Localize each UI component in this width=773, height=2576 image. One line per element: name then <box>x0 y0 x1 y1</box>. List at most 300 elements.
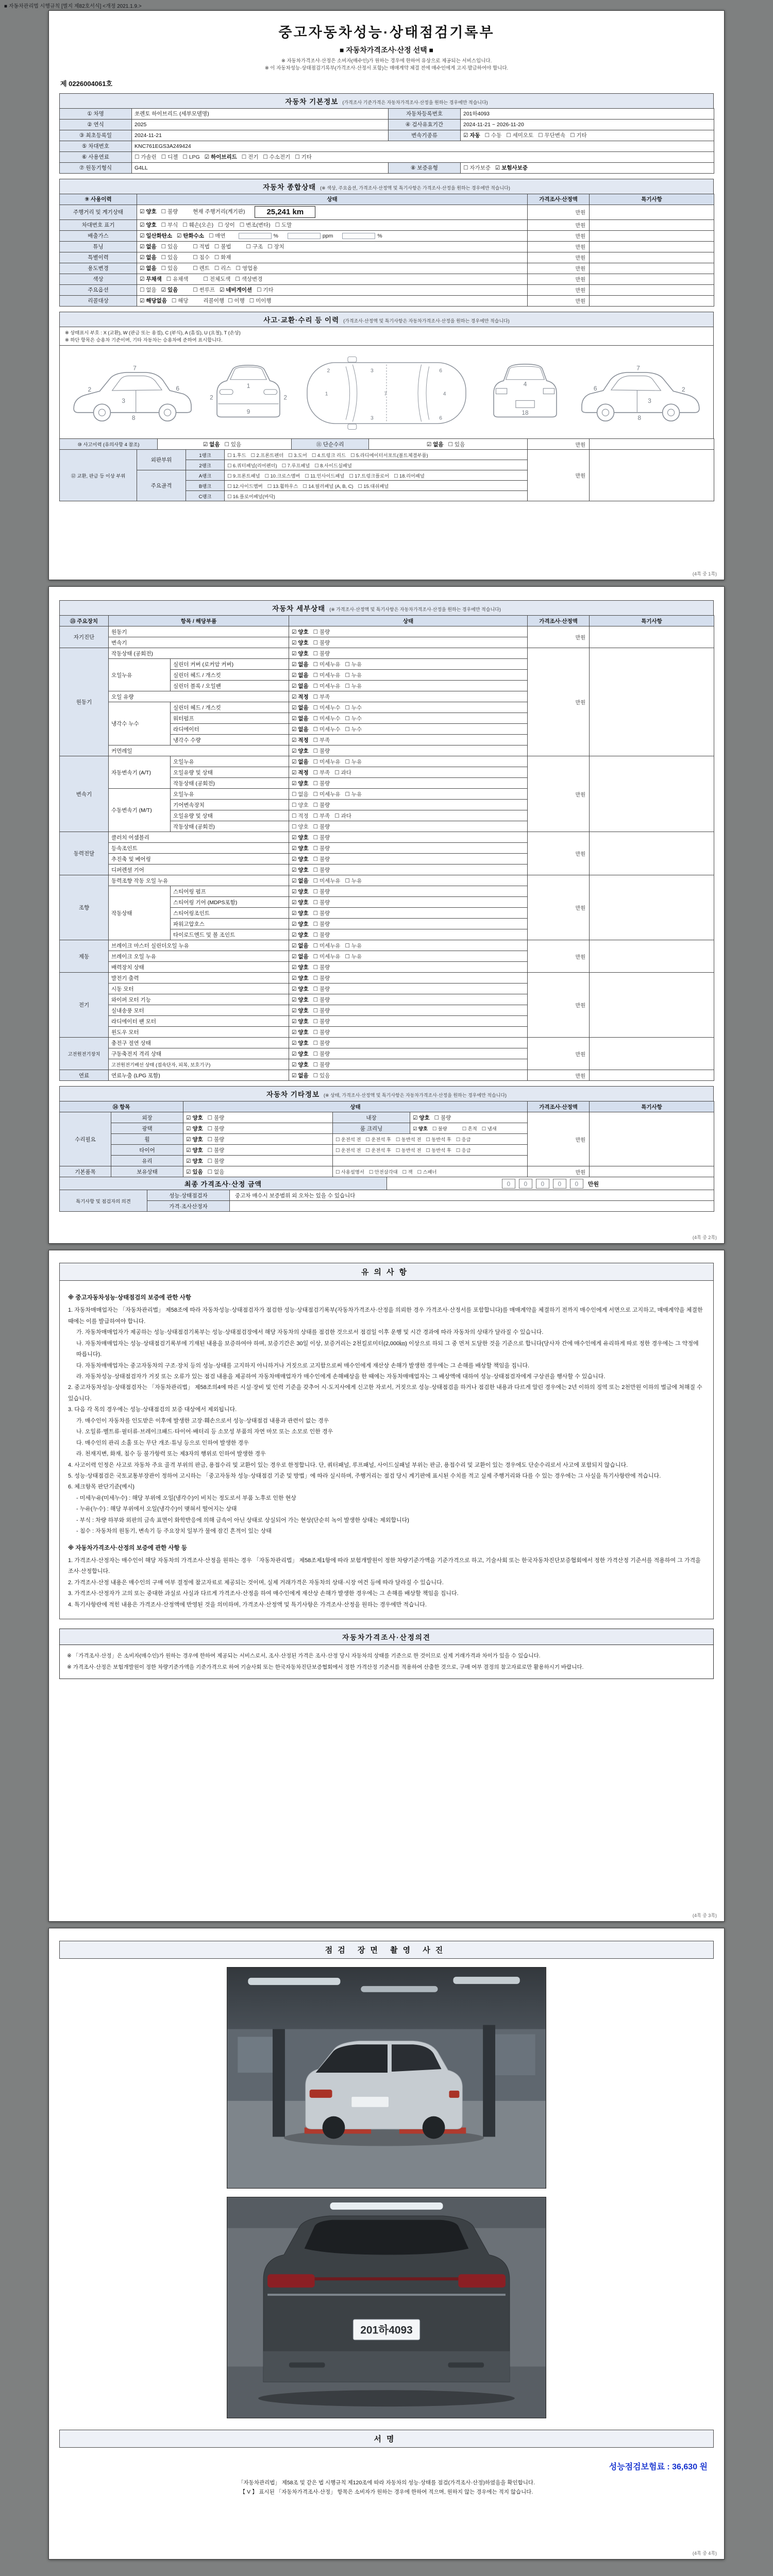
checkbox-unchecked[interactable]: ☐ 구조 <box>246 244 263 250</box>
checkbox-unchecked[interactable]: ☐ 전체도색 <box>203 276 231 283</box>
field-label: 외판부위 <box>137 450 186 470</box>
table-row <box>60 295 714 306</box>
checkbox-unchecked[interactable]: ☐ 있음 <box>448 441 465 448</box>
field-value <box>590 648 714 756</box>
price-amount: 만원 <box>528 284 590 295</box>
checkbox-checked[interactable]: ☑ 양호 <box>292 748 309 754</box>
checkbox-unchecked[interactable]: ☐ 잭 <box>402 1170 413 1175</box>
checkbox-unchecked[interactable]: ☐ 누수 <box>345 715 362 722</box>
checkbox-checked[interactable]: ☑ 없음 <box>292 953 309 960</box>
checkbox-unchecked[interactable]: ☐ 썬루프 <box>193 287 215 294</box>
checkbox-checked[interactable]: ☑ 없음 <box>292 726 309 733</box>
checkbox-checked[interactable]: ☑ 양호 <box>292 975 309 981</box>
checkbox-checked[interactable]: ☑ 양호 <box>292 1050 309 1057</box>
checkbox-unchecked[interactable]: ☐ 불량 <box>313 931 330 938</box>
basic-info-table <box>59 108 714 174</box>
checkbox-unchecked[interactable]: ☐ 동반석 전 <box>395 1148 422 1153</box>
checkbox-unchecked[interactable]: ☐ 화재 <box>214 255 231 261</box>
checkbox-checked[interactable]: ☑ 양호 <box>186 1136 203 1143</box>
field-value: 고전원전기배선 상태 (접속단자, 피복, 보호기구) <box>109 1059 289 1070</box>
checkbox-checked[interactable]: ☑ 없음 <box>426 441 444 448</box>
checkbox-unchecked[interactable]: ☐ 불량 <box>313 1029 330 1036</box>
checkbox-checked[interactable]: ☑ 없음 <box>292 715 309 722</box>
table-row <box>60 616 714 626</box>
checkbox-unchecked[interactable]: ☐ 상이 <box>218 222 235 229</box>
checkbox-checked[interactable]: ☑ 없음 <box>140 244 157 250</box>
checkbox-unchecked[interactable]: ☐ 누수 <box>345 726 362 733</box>
checkbox-unchecked[interactable]: ☐ 있음 <box>161 255 178 261</box>
checkbox-unchecked[interactable]: ☐ 운전석 전 <box>335 1148 361 1153</box>
field-label: 항목 / 해당부품 <box>109 616 289 626</box>
checkbox-checked[interactable]: ☑ 양호 <box>292 899 309 906</box>
checkbox-checked[interactable]: ☑ 양호 <box>413 1126 428 1131</box>
checkbox-unchecked[interactable]: ☐ 17.트렁크플로어 <box>349 473 390 479</box>
checkbox-unchecked[interactable]: ☐ 사용설명서 <box>335 1170 364 1175</box>
field-label: ⑥ 사용연료 <box>60 151 132 162</box>
checkbox-unchecked[interactable]: ☐ 불량 <box>313 1018 330 1025</box>
checkbox-unchecked[interactable]: ☐ 5.라디에이터서포트(볼트체결부품) <box>350 452 428 458</box>
checkbox-unchecked[interactable]: ☐ 2.프론트펜더 <box>250 452 284 458</box>
checkbox-unchecked[interactable]: ☐ 미세누유 <box>313 791 341 798</box>
svg-text:1: 1 <box>246 382 250 389</box>
checkbox-unchecked[interactable]: ☐ 15.대쉬패널 <box>358 483 389 489</box>
license-plate-number: 201하4093 <box>360 2324 413 2336</box>
checkbox-unchecked[interactable]: ☐ 10.크로스멤버 <box>264 473 300 479</box>
checkbox-group <box>289 681 528 691</box>
checkbox-checked[interactable]: ☑ 양호 <box>292 996 309 1003</box>
checkbox-checked[interactable]: ☑ 하이브리드 <box>204 154 237 161</box>
checkbox-checked[interactable]: ☑ 양호 <box>292 921 309 927</box>
price-digit-box: 0 <box>519 1179 532 1189</box>
checkbox-unchecked[interactable]: ☐ 흔적 <box>462 1126 477 1131</box>
checkbox-checked[interactable]: ☑ 없음 <box>292 704 309 711</box>
checkbox-checked[interactable]: ☑ 일산화탄소 <box>140 233 173 240</box>
field-label: ④ 검사유효기간 <box>389 119 461 130</box>
checkbox-checked[interactable]: ☑ 양호 <box>292 834 309 841</box>
checkbox-unchecked[interactable]: ☐ 영업용 <box>236 265 258 272</box>
checkbox-unchecked[interactable]: ☐ 이행 <box>228 298 245 304</box>
checkbox-group <box>289 691 528 702</box>
checkbox-group <box>289 1048 528 1059</box>
table-row <box>60 940 714 951</box>
checkbox-checked[interactable]: ☑ 해당없음 <box>140 298 167 304</box>
checkbox-unchecked[interactable]: ☐ 불량 <box>313 1061 330 1068</box>
checkbox-unchecked[interactable]: ☐ 스패너 <box>417 1170 437 1175</box>
car-wheel <box>323 2116 345 2139</box>
checkbox-checked[interactable]: ☑ 없음 <box>203 441 220 448</box>
table-row <box>60 252 714 263</box>
checkbox-checked[interactable]: ☑ 없음 <box>292 758 309 765</box>
checkbox-unchecked[interactable]: ☐ 불량 <box>313 748 330 754</box>
svg-text:2: 2 <box>88 386 92 394</box>
checkbox-unchecked[interactable]: ☐ 없음 <box>292 791 309 798</box>
checkbox-checked[interactable]: ☑ 양호 <box>292 1061 309 1068</box>
checkbox-unchecked[interactable]: ☐ 부족 <box>313 812 330 819</box>
checkbox-unchecked[interactable]: ☐ 수동 <box>484 132 502 139</box>
checkbox-unchecked[interactable]: ☐ 안전삼각대 <box>368 1170 398 1175</box>
checkbox-unchecked[interactable]: ☐ 과다 <box>334 812 351 819</box>
checkbox-checked[interactable]: ☑ 없음 <box>140 255 157 261</box>
checkbox-checked[interactable]: ☑ 양호 <box>292 964 309 971</box>
checkbox-group <box>289 745 528 756</box>
checkbox-group <box>289 962 528 973</box>
field-label: ⑬ 주요장치 <box>60 616 109 626</box>
checkbox-unchecked[interactable]: ☐ 미세누유 <box>313 758 341 765</box>
checkbox-checked[interactable]: ☑ 무채색 <box>140 276 162 283</box>
checkbox-unchecked[interactable]: ☐ 침수 <box>193 255 210 261</box>
checkbox-checked[interactable]: ☑ 양호 <box>292 931 309 938</box>
checkbox-unchecked[interactable]: ☐ 불량 <box>313 921 330 927</box>
checkbox-unchecked[interactable]: ☐ 불량 <box>313 964 330 971</box>
unit-label: % <box>273 233 278 240</box>
checkbox-unchecked[interactable]: ☐ 유채색 <box>166 276 189 283</box>
checkbox-unchecked[interactable]: ☐ 변조(변타) <box>239 222 271 229</box>
checkbox-checked[interactable]: ☑ 양호 <box>292 1029 309 1036</box>
table-row <box>60 130 714 141</box>
checkbox-checked[interactable]: ☑ 없음 <box>292 942 309 949</box>
checkbox-checked[interactable]: ☑ 양호 <box>292 867 309 873</box>
field-value: 타이로드엔드 및 볼 조인트 <box>171 929 289 940</box>
checkbox-unchecked[interactable]: ☐ 불량 <box>313 899 330 906</box>
checkbox-unchecked[interactable]: ☐ 있음 <box>161 265 178 272</box>
checkbox-unchecked[interactable]: ☐ 양호 <box>292 823 309 830</box>
car-side-view-left-icon <box>67 357 197 430</box>
checkbox-unchecked[interactable]: ☐ 기타 <box>570 132 587 139</box>
checkbox-unchecked[interactable]: ☐ 11.인사이드패널 <box>305 473 345 479</box>
notice-line: 다. 매수인의 관리 소홀 또는 무단 개조·튜닝 등으로 인하여 발생한 경우 <box>76 1439 249 1446</box>
checkbox-checked[interactable]: ☑ 양호 <box>292 639 309 646</box>
checkbox-checked[interactable]: ☑ 적정 <box>292 769 309 776</box>
checkbox-unchecked[interactable]: ☐ 누유 <box>345 661 362 668</box>
field-value: 커먼레일 <box>109 745 289 756</box>
checkbox-checked[interactable]: ☑ 없음 <box>140 265 157 272</box>
checkbox-unchecked[interactable]: ☐ 부식 <box>161 222 178 229</box>
checkbox-group <box>137 230 528 241</box>
field-label: 변속기 <box>60 756 109 832</box>
notice-line: 2. 중고자동차성능·상태점검자는 「자동차관리법」 제58조의4에 따른 시설·장비 및 인력 기준을 갖추어 시·도지사에게 신고한 자로서, 거짓으로 성능·상태점검을 하거나 점검한 내용과 다르게 알린 경우에는 2년 이하의 징역 또는 2천만원 이하의 벌금에 처해질 수 있습니다. <box>68 1384 702 1402</box>
checkbox-checked[interactable]: ☑ 없음 <box>292 661 309 668</box>
checkbox-unchecked[interactable]: ☐ 불량 <box>313 1007 330 1014</box>
checkbox-unchecked[interactable]: ☐ 누유 <box>345 758 362 765</box>
checkbox-unchecked[interactable]: ☐ 과다 <box>334 769 351 776</box>
inspector-opinion-table <box>59 1190 714 1212</box>
checkbox-unchecked[interactable]: ☐ 누수 <box>345 704 362 711</box>
checkbox-checked[interactable]: ☑ 양호 <box>292 650 309 657</box>
checkbox-checked[interactable]: ☑ 양호 <box>186 1158 203 1164</box>
checkbox-unchecked[interactable]: ☐ 도말 <box>275 222 292 229</box>
checkbox-unchecked[interactable]: ☐ 미세누유 <box>313 953 341 960</box>
checkbox-unchecked[interactable]: ☐ 불량 <box>313 1050 330 1057</box>
checkbox-unchecked[interactable]: ☐ 7.루프패널 <box>281 463 310 468</box>
checkbox-unchecked[interactable]: ☐ 미세누유 <box>313 942 341 949</box>
checkbox-unchecked[interactable]: ☐ 불량 <box>161 209 178 215</box>
checkbox-unchecked[interactable]: ☐ 불량 <box>313 639 330 646</box>
checkbox-unchecked[interactable]: ☐ 불량 <box>313 650 330 657</box>
checkbox-unchecked[interactable]: ☐ 14.필러패널 (A, B, C) <box>303 483 354 489</box>
checkbox-checked[interactable]: ☑ 양호 <box>292 986 309 992</box>
checkbox-unchecked[interactable]: ☐ 18.리어패널 <box>394 473 425 479</box>
field-value: 발전기 출력 <box>109 973 289 984</box>
table-row <box>60 756 714 767</box>
checkbox-unchecked[interactable]: ☐ 불량 <box>207 1147 225 1154</box>
checkbox-unchecked[interactable]: ☐ 미세누유 <box>313 672 341 679</box>
notice-line: 나. 자동차매매업자는 성능·상태점검기록부에 기재된 내용을 보증하여야 하며, 보증기간은 30일 이상, 보증거리는 2천킬로미터(2,000㎞) 이상으로 하되 그 중 먼저 도달한 것을 기준으로 합니다(당사자 간에 매수인에게 유리하게 따로 정한 경우에는 그 약정에 따릅니다). <box>76 1340 699 1358</box>
checkbox-unchecked[interactable]: ☐ 운전석 후 <box>365 1137 391 1142</box>
checkbox-checked[interactable]: ☑ 있음 <box>161 287 178 294</box>
checkbox-unchecked[interactable]: ☐ 불량 <box>313 986 330 992</box>
checkbox-unchecked[interactable]: ☐ 없음 <box>140 287 157 294</box>
checkbox-group <box>461 162 714 173</box>
checkbox-unchecked[interactable]: ☐ 매연 <box>208 233 226 240</box>
checkbox-unchecked[interactable]: ☐ 불량 <box>207 1114 225 1121</box>
checkbox-checked[interactable]: ☑ 자동 <box>463 132 480 139</box>
checkbox-unchecked[interactable]: ☐ 4.트렁크 리드 <box>311 452 346 458</box>
checkbox-unchecked[interactable]: ☐ 미세누유 <box>313 661 341 668</box>
checkbox-unchecked[interactable]: ☐ 렌트 <box>193 265 210 272</box>
checkbox-unchecked[interactable]: ☐ 불량 <box>432 1126 447 1131</box>
checkbox-checked[interactable]: ☑ 양호 <box>186 1114 203 1121</box>
checkbox-unchecked[interactable]: ☐ 미이행 <box>249 298 272 304</box>
checkbox-unchecked[interactable]: ☐ 불량 <box>313 996 330 1003</box>
checkbox-unchecked[interactable]: ☐ 불량 <box>313 975 330 981</box>
page-number: (4쪽 중 4쪽) <box>692 2551 717 2556</box>
field-label: 가격조사·산정액 <box>528 1101 590 1112</box>
checkbox-unchecked[interactable]: ☐ 6.쿼터패널(리어펜더) <box>227 463 277 468</box>
checkbox-unchecked[interactable]: ☐ 미세누유 <box>313 877 341 884</box>
checkbox-checked[interactable]: ☑ 있음 <box>186 1168 203 1175</box>
checkbox-unchecked[interactable]: ☐ 불량 <box>313 780 330 787</box>
checkbox-unchecked[interactable]: ☐ 기타 <box>295 154 312 161</box>
lift-post <box>273 2029 285 2137</box>
price-opinion-body <box>60 1645 713 1679</box>
checkbox-group <box>225 450 528 460</box>
checkbox-unchecked[interactable]: ☐ 불량 <box>313 834 330 841</box>
accident-history-table <box>59 438 714 450</box>
checkbox-group <box>289 724 528 735</box>
field-value <box>590 756 714 832</box>
car-side-view-right-icon <box>576 357 706 430</box>
field-value: 추진축 및 베어링 <box>109 854 289 865</box>
checkbox-unchecked[interactable]: ☐ 미세누수 <box>313 704 341 711</box>
checkbox-unchecked[interactable]: ☐ 리스 <box>214 265 231 272</box>
table-row <box>60 1101 714 1112</box>
field-label: 제동 <box>60 940 109 973</box>
checkbox-group <box>289 1038 528 1048</box>
checkbox-unchecked[interactable]: ☐ 운전석 후 <box>365 1148 391 1153</box>
checkbox-unchecked[interactable]: ☐ LPG <box>182 154 200 161</box>
checkbox-unchecked[interactable]: ☐ 불량 <box>313 856 330 862</box>
checkbox-group <box>289 789 528 800</box>
car-wheel <box>423 2116 445 2139</box>
checkbox-checked[interactable]: ☑ 양호 <box>140 222 157 229</box>
checkbox-unchecked[interactable]: ☐ 부족 <box>313 737 330 743</box>
checkbox-group <box>289 919 528 929</box>
checkbox-unchecked[interactable]: ☐ 8.사이드실패널 <box>314 463 352 468</box>
table-row <box>60 230 714 241</box>
inspection-fee <box>59 2460 708 2472</box>
checkbox-unchecked[interactable]: ☐ 13.휠하우스 <box>267 483 298 489</box>
price-amount: 만원 <box>528 205 590 219</box>
checkbox-checked[interactable]: ☑ 양호 <box>292 1018 309 1025</box>
checkbox-unchecked[interactable]: ☐ 적법 <box>193 244 210 250</box>
checkbox-checked[interactable]: ☑ 적정 <box>292 737 309 743</box>
checkbox-unchecked[interactable]: ☐ 누유 <box>345 672 362 679</box>
checkbox-unchecked[interactable]: ☐ 장치 <box>267 244 284 250</box>
svg-text:3: 3 <box>648 397 651 404</box>
checkbox-unchecked[interactable]: ☐ 9.프론트패널 <box>227 473 260 479</box>
field-value <box>590 439 714 450</box>
checkbox-checked[interactable]: ☑ 없음 <box>292 672 309 679</box>
checkbox-unchecked[interactable]: ☐ 불량 <box>313 1040 330 1046</box>
checkbox-unchecked[interactable]: ☐ 전기 <box>241 154 259 161</box>
checkbox-unchecked[interactable]: ☐ 누유 <box>345 877 362 884</box>
checkbox-unchecked[interactable]: ☐ 동반석 후 <box>426 1137 451 1142</box>
inline-label: 현재 주행거리(계기판) <box>193 209 245 215</box>
checkbox-unchecked[interactable]: ☐ 미세누수 <box>313 726 341 733</box>
checkbox-checked[interactable]: ☑ 양호 <box>292 910 309 917</box>
car-rear-closeup <box>263 2216 510 2382</box>
checkbox-checked[interactable]: ☑ 없음 <box>292 877 309 884</box>
notice-section-heading: ※ 중고자동차성능·상태점검의 보증에 관한 사항 <box>68 1295 191 1301</box>
field-label: 조향 <box>60 875 109 940</box>
checkbox-unchecked[interactable]: ☐ 누유 <box>345 791 362 798</box>
field-value: 와이퍼 모터 기능 <box>109 994 289 1005</box>
checkbox-checked[interactable]: ☑ 양호 <box>292 1040 309 1046</box>
checkbox-unchecked[interactable]: ☐ 응급 <box>456 1137 471 1142</box>
measurement-blank <box>239 233 272 239</box>
checkbox-unchecked[interactable]: ☐ 불량 <box>313 823 330 830</box>
checkbox-unchecked[interactable]: ☐ 부족 <box>313 693 330 700</box>
field-value: 실내송풍 모터 <box>109 1005 289 1016</box>
checkbox-unchecked[interactable]: ☐ 적정 <box>292 812 309 819</box>
checkbox-unchecked[interactable]: ☐ 운전석 전 <box>335 1137 361 1142</box>
car-top-view-icon <box>299 352 474 434</box>
field-label: 타이어 <box>111 1145 183 1156</box>
checkbox-unchecked[interactable]: ☐ 있음 <box>224 441 242 448</box>
checkbox-unchecked[interactable]: ☐ 있음 <box>161 244 178 250</box>
field-label: B랭크 <box>186 481 225 491</box>
checkbox-checked[interactable]: ☑ 적정 <box>292 693 309 700</box>
checkbox-unchecked[interactable]: ☐ 불량 <box>313 888 330 895</box>
checkbox-unchecked[interactable]: ☐ 3.도어 <box>288 452 307 458</box>
checkbox-checked[interactable]: ☑ 보험사보증 <box>495 165 528 172</box>
field-label: A랭크 <box>186 470 225 481</box>
checkbox-unchecked[interactable]: ☐ 해당 <box>171 298 189 304</box>
checkbox-checked[interactable]: ☑ 양호 <box>292 780 309 787</box>
checkbox-unchecked[interactable]: ☐ 12.사이드멤버 <box>227 483 263 489</box>
field-value: 2025 <box>132 119 389 130</box>
checkbox-checked[interactable]: ☑ 양호 <box>186 1147 203 1154</box>
field-label: 용도변경 <box>60 263 137 274</box>
field-label: 주요골격 <box>137 470 186 501</box>
inline-label: 리콜이행 <box>203 298 225 304</box>
checkbox-unchecked[interactable]: ☐ 가솔린 <box>135 154 157 161</box>
checkbox-unchecked[interactable]: ☐ 디젤 <box>161 154 178 161</box>
checkbox-group <box>183 1134 333 1145</box>
car-front-view-icon <box>201 358 295 429</box>
checkbox-unchecked[interactable]: ☐ 응급 <box>456 1148 471 1153</box>
checkbox-unchecked[interactable]: ☐ 동반석 후 <box>426 1148 451 1153</box>
checkbox-unchecked[interactable]: ☐ 자가보증 <box>463 165 491 172</box>
car-rear-view-icon <box>478 358 572 429</box>
checkbox-unchecked[interactable]: ☐ 냄새 <box>481 1126 497 1131</box>
checkbox-unchecked[interactable]: ☐ 불량 <box>207 1158 225 1164</box>
notice-line: - 부식 : 차량 하부와 외판의 금속 표면이 화학반응에 의해 금속이 아닌 상태로 상실되어 가는 현상(단순히 녹이 발생한 상태는 제외합니다) <box>76 1517 409 1523</box>
checkbox-checked[interactable]: ☑ 네비게이션 <box>220 287 253 294</box>
checkbox-unchecked[interactable]: ☐ 수소전기 <box>263 154 291 161</box>
field-value: 스티어링 펌프 <box>171 886 289 897</box>
checkbox-unchecked[interactable]: ☐ 불량 <box>313 802 330 808</box>
checkbox-checked[interactable]: ☑ 양호 <box>140 209 157 215</box>
checkbox-unchecked[interactable]: ☐ 불량 <box>207 1136 225 1143</box>
checkbox-unchecked[interactable]: ☐ 동반석 전 <box>395 1137 422 1142</box>
checkbox-unchecked[interactable]: ☐ 부족 <box>313 769 330 776</box>
field-label: 전기 <box>60 973 109 1038</box>
field-value: 수동변속기 (M/T) <box>109 789 171 832</box>
car-damage-diagram <box>59 345 714 439</box>
checkbox-unchecked[interactable]: ☐ 색상변경 <box>235 276 263 283</box>
checkbox-unchecked[interactable]: ☐ 불량 <box>434 1114 451 1121</box>
svg-text:18: 18 <box>521 410 529 417</box>
checkbox-unchecked[interactable]: ☐ 불법 <box>214 244 231 250</box>
odometer-value: 25,241 km <box>255 206 315 218</box>
field-value <box>590 940 714 973</box>
checkbox-unchecked[interactable]: ☐ 누유 <box>345 953 362 960</box>
checkbox-unchecked[interactable]: ☐ 누유 <box>345 683 362 689</box>
checkbox-unchecked[interactable]: ☐ 불량 <box>207 1125 225 1132</box>
checkbox-checked[interactable]: ☑ 양호 <box>292 845 309 852</box>
table-row <box>60 219 714 230</box>
checkbox-unchecked[interactable]: ☐ 기타 <box>257 287 274 294</box>
field-value: 클러치 어셈블리 <box>109 832 289 843</box>
checkbox-unchecked[interactable]: ☐ 미세누유 <box>313 683 341 689</box>
checkbox-unchecked[interactable]: ☐ 미세누수 <box>313 715 341 722</box>
checkbox-unchecked[interactable]: ☐ 세미오토 <box>506 132 534 139</box>
checkbox-unchecked[interactable]: ☐ 무단변속 <box>538 132 566 139</box>
checkbox-group <box>183 1123 333 1134</box>
checkbox-checked[interactable]: ☑ 없음 <box>292 1072 309 1079</box>
notice-line: 가. 자동차매매업자가 제공하는 성능·상태점검기록부는 성능·상태점검장에서 해당 자동차의 상태를 점검한 것으로서 점검일 이후 운행 및 시간 경과에 따라 자동차의 상태가 달라질 수 있습니다. <box>76 1329 544 1336</box>
field-value: 기어변속장치 <box>171 800 289 810</box>
checkbox-unchecked[interactable]: ☐ 불량 <box>313 867 330 873</box>
checkbox-unchecked[interactable]: ☐ 있음 <box>313 1072 330 1079</box>
checkbox-unchecked[interactable]: ☐ 불량 <box>313 629 330 635</box>
checkbox-unchecked[interactable]: ☐ 양호 <box>292 802 309 808</box>
field-label: 연료 <box>60 1070 109 1081</box>
checkbox-unchecked[interactable]: ☐ 불량 <box>313 910 330 917</box>
checkbox-group <box>289 626 528 637</box>
checkbox-checked[interactable]: ☑ 양호 <box>292 888 309 895</box>
checkbox-unchecked[interactable]: ☐ 16.플로어패널(바닥) <box>227 494 275 499</box>
checkbox-unchecked[interactable]: ☐ 훼손(오손) <box>182 222 214 229</box>
checkbox-checked[interactable]: ☑ 양호 <box>292 629 309 635</box>
checkbox-checked[interactable]: ☑ 양호 <box>413 1114 430 1121</box>
price-amount: 만원 <box>528 241 590 252</box>
checkbox-unchecked[interactable]: ☐ 1.후드 <box>227 452 246 458</box>
checkbox-checked[interactable]: ☑ 양호 <box>292 1007 309 1014</box>
field-label: ⑭ 항목 <box>60 1101 183 1112</box>
checkbox-unchecked[interactable]: ☐ 없음 <box>207 1168 225 1175</box>
field-value: 실린더 커버 (로커암 커버) <box>171 659 289 670</box>
checkbox-checked[interactable]: ☑ 탄화수소 <box>177 233 204 240</box>
checkbox-group <box>137 284 528 295</box>
checkbox-checked[interactable]: ☑ 없음 <box>292 683 309 689</box>
checkbox-checked[interactable]: ☑ 양호 <box>292 856 309 862</box>
checkbox-unchecked[interactable]: ☐ 불량 <box>313 845 330 852</box>
checkbox-unchecked[interactable]: ☐ 누유 <box>345 942 362 949</box>
field-label: 차대번호 표기 <box>60 219 137 230</box>
checkbox-checked[interactable]: ☑ 양호 <box>186 1125 203 1132</box>
